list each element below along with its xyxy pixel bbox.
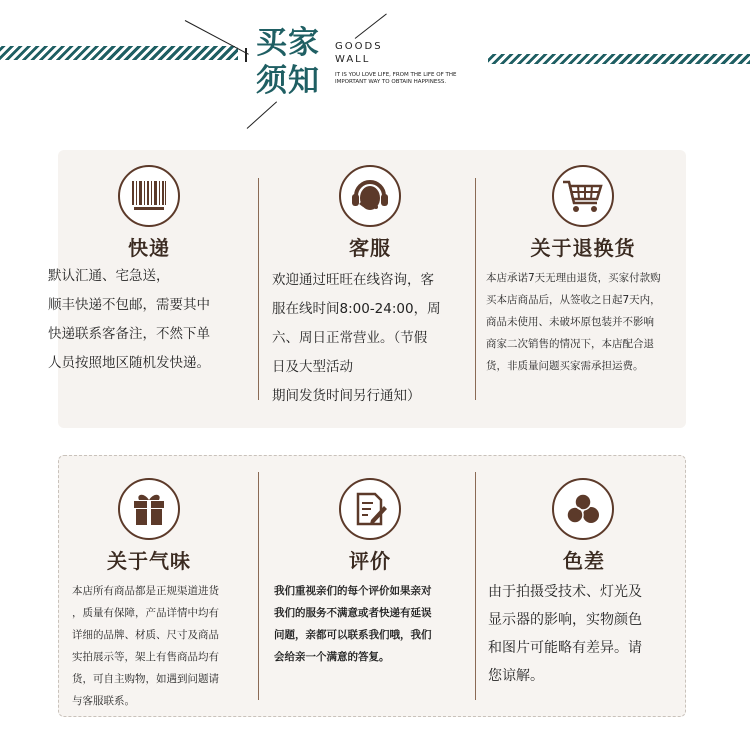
desc-line: 商品未使用、未破坏原包装并不影响 — [486, 316, 654, 328]
desc-line: 由于拍摄受技术、灯光及 — [488, 584, 642, 600]
desc-line: 我们的服务不满意或者快递有延误 — [274, 607, 432, 619]
desc-line: 默认汇通、宅急送， — [48, 268, 170, 284]
goods-wall-label — [335, 40, 383, 66]
desc-line: 欢迎通过旺旺在线咨询，客 — [272, 272, 434, 288]
desc-line: 与客服联系。 — [72, 695, 135, 707]
goods-line-1: GOODS — [335, 41, 383, 52]
desc-line: 快递联系客备注，不然下单 — [48, 326, 210, 342]
desc-line: 商家二次销售的情况下，本店配合退 — [486, 338, 654, 350]
section-label-smell: 关于气味 — [107, 549, 191, 573]
section-desc-service — [272, 266, 441, 411]
section-desc-smell — [72, 580, 219, 712]
header-line-short — [245, 48, 247, 62]
section-desc-express — [48, 262, 210, 378]
desc-line: 货，非质量问题买家需承担运费。 — [486, 360, 644, 372]
shopping-cart-icon — [552, 165, 614, 227]
section-desc-returns — [486, 267, 661, 377]
title-line-1: 买家 — [256, 25, 320, 61]
desc-line: 货，可自主购物，如遇到问题请 — [72, 673, 219, 685]
slogan-line-2: IMPORTANT WAY TO OBTAIN HAPPINESS. — [335, 79, 447, 85]
top-divider-2 — [475, 178, 476, 400]
section-desc-review — [274, 580, 432, 668]
desc-line: 显示器的影响，实物颜色 — [488, 612, 642, 628]
goods-line-2: WALL — [335, 54, 371, 65]
section-label-review: 评价 — [349, 549, 391, 573]
desc-line: 会给亲一个满意的答复。 — [274, 651, 390, 663]
section-label-color: 色差 — [563, 549, 605, 573]
barcode-icon — [118, 165, 180, 227]
desc-line: ，质量有保障，产品详情中均有 — [72, 607, 219, 619]
desc-line: 本店所有商品都是正规渠道进货 — [72, 585, 219, 597]
header-stripe-right — [488, 54, 750, 64]
desc-line: 日及大型活动 — [272, 359, 353, 375]
bottom-divider-2 — [475, 472, 476, 700]
desc-line: 六、周日正常营业。（节假 — [272, 330, 428, 346]
top-divider-1 — [258, 178, 259, 400]
page-title — [256, 24, 320, 100]
desc-line: 您谅解。 — [488, 668, 544, 684]
desc-line: 期间发货时间另行通知） — [272, 388, 421, 404]
header-diagonal-right — [355, 13, 387, 38]
slogan — [335, 72, 456, 86]
desc-line: 买本店商品后，从签收之日起7天内， — [486, 294, 661, 306]
desc-line: 人员按照地区随机发快递。 — [48, 355, 210, 371]
review-document-icon — [339, 478, 401, 540]
section-label-returns: 关于退换货 — [530, 236, 636, 260]
header-stripe-left — [0, 46, 238, 60]
color-circles-icon — [552, 478, 614, 540]
section-label-service: 客服 — [349, 236, 391, 260]
header-diagonal-bottom — [247, 101, 277, 129]
desc-line: 问题，亲都可以联系我们哦，我们 — [274, 629, 432, 641]
gift-box-icon — [118, 478, 180, 540]
slogan-line-1: IT IS YOU LOVE LIFE, FROM THE LIFE OF THE — [335, 72, 457, 78]
desc-line: 我们重视亲们的每个评价如果亲对 — [274, 585, 432, 597]
bottom-divider-1 — [258, 472, 259, 700]
desc-line: 顺丰快递不包邮，需要其中 — [48, 297, 210, 313]
customer-service-icon — [339, 165, 401, 227]
desc-line: 详细的品牌、材质、尺寸及商品 — [72, 629, 219, 641]
section-desc-color — [488, 578, 642, 690]
desc-line: 和图片可能略有差异。请 — [488, 640, 642, 656]
section-label-express: 快递 — [128, 236, 170, 260]
title-line-2: 须知 — [256, 63, 320, 99]
desc-line: 服在线时间8:00-24:00，周 — [272, 301, 441, 317]
desc-line: 实拍展示等，架上有售商品均有 — [72, 651, 219, 663]
desc-line: 本店承诺7天无理由退货，买家付款购 — [486, 272, 661, 284]
